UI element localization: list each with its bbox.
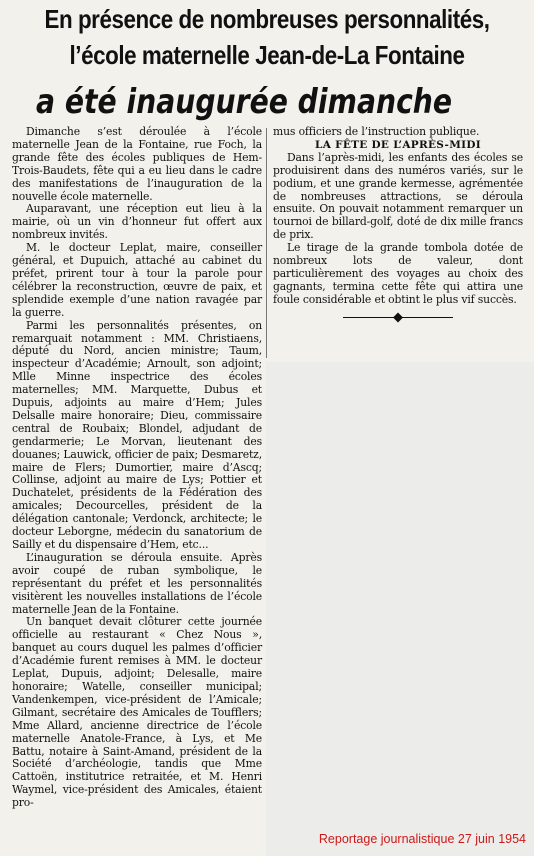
headline-line-3: a été inaugurée dimanche	[36, 82, 453, 122]
paragraph-continuation: mus officiers de l’instruction publique.	[273, 125, 480, 138]
paragraph: Auparavant, une réception eut lieu à la mairie, où un vin d’honneur fut offert aux nombreux invités.	[12, 202, 262, 242]
blank-area	[266, 362, 534, 856]
headline-line-2: l’école maternelle Jean-de-La Fontaine	[69, 40, 465, 70]
column-divider	[266, 128, 267, 358]
section-subheading: LA FÊTE DE L’APRÈS-MIDI	[315, 138, 481, 151]
end-ornament	[343, 313, 453, 323]
paragraph: Dimanche s’est déroulée à l’école maternelle Jean de la Fontaine, rue Foch, la grande fête des écoles publiques de Hem-Trois-Baudets, fête qui a eu lieu dans le cadre des manifestations de l’inauguration de la nouvelle école maternelle.	[12, 125, 262, 203]
paragraph: Dans l’après-midi, les enfants des écoles se produisirent dans des numéros variés, sur le podium, et une grande kermesse, agrémentée de nombreuses attractions, se déroula ensuite. On pouvait notamment remarquer un tournoi de billard-golf, doté de dix mille francs de prix.	[273, 150, 523, 242]
paragraph: Parmi les personnalités présentes, on remarquait notamment : MM. Christiaens, député du Nord, ancien ministre; Taum, inspecteur d’Académie; Arnoult, son adjoint; Mlle Minne inspectrice des écoles maternelles; MM. Marquette, Dubus et Dupuis, adjoints au maire d’Hem; Jules Delsalle maire honoraire; Dieu, commissaire central de Roubaix; Blondel, adjudant de gendarmerie; Le Morvan, lieutenant des douanes; Lauwick, officier de paix; Desmaretz, maire de Flers; Dumortier, maire d’Ascq; Collinse, adjoint au maire de Lys; Pottier et Duchatelet, présidents de la Fédération des amicales; Decourcelles, président de la délégation cantonale; Verdonck, architecte; le docteur Leborgne, médecin du sanatorium de Sailly et du dispensaire d’Hem, etc...	[12, 318, 262, 551]
headline-line-1: En présence de nombreuses personnalités,	[44, 4, 490, 34]
paragraph: Le tirage de la grande tombola dotée de nombreux lots de valeur, dont particulièrement des voyages au choix des gagnants, termina cette fête qui attira une foule considérable et obtint le plus vif succès.	[273, 241, 523, 306]
paragraph: M. le docteur Leplat, maire, conseiller général, et Dupuich, attaché au cabinet du préfet, prirent tour à tour la parole pour célébrer la reconstruction, œuvre de paix, et splendide exemple d’une nation ravagée par la guerre.	[12, 241, 262, 319]
article-left-column	[12, 126, 262, 810]
paragraph: L’inauguration se déroula ensuite. Après avoir coupé de ruban symbolique, le représentant du préfet et les personnalités visitèrent les nouvelles installations de l’école maternelle Jean de la Fontaine.	[12, 550, 262, 616]
source-caption: Reportage journalistique 27 juin 1954	[318, 832, 526, 846]
article-right-column	[273, 126, 523, 323]
paragraph: Un banquet devait clôturer cette journée officielle au restaurant « Chez Nous », banquet au cours duquel les palmes d’officier d’Académie furent remises à MM. le docteur Leplat, Dupuis, adjoint; Delesalle, maire honoraire; Watelle, conseiller municipal; Vandenkempen, vice-président de l’Amicale; Gilmant, secrétaire des Amicales de Toufflers; Mme Allard, ancienne directrice de l’école maternelle Anatole-France, à Lys, et Me Battu, notaire à Saint-Amand, président de la Société d’archéologie, tandis que Mme Cattoën, institutrice retraitée, et M. Henri Waymel, vice-président des Amicales, étaient pro-	[12, 615, 262, 810]
